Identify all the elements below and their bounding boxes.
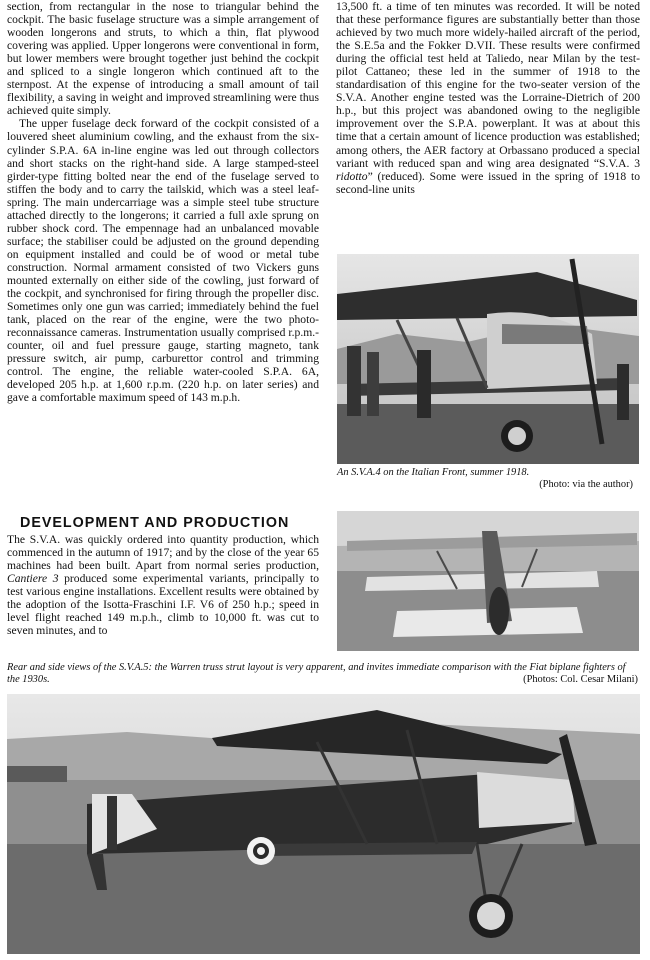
production-text-a: The S.V.A. was quickly ordered into quantity production, which commenced in the autumn of 1917; and by the close of the year 65 machines had been built. Apart from normal series production, [7, 533, 319, 573]
caption-photo-1 [337, 467, 637, 491]
left-column-bottom [7, 533, 319, 637]
photo-sva5-side [7, 694, 640, 954]
paragraph-cowling: The upper fuselage deck forward of the cockpit consisted of a louvered sheet aluminium cowling, and the exhaust from the six-cylinder S.P.A. 6A in-line engine was led out through collectors and short stacks on the right-hand side. A large stamped-steel girder-type fitting bolted near the end of the fuselage served to stiffen the body and to carry the tailskid, which was a steel leaf-spring. The main undercarriage was a simple steel tube structure attached directly to the longerons; it carried a full axle sprung on rubber shock cord. The empennage had an unbalanced movable surface; the stabiliser could be adjusted on the ground depending on equipment installed and could be of wood or metal tube construction. Normal armament consisted of two Vickers guns mounted externally on either side of the cowling, just forward of the cockpit, and synchronised for firing through the propeller disc. Sometimes only one gun was carried; immediately behind the fuel tank, placed on the rear of the engine, were the two photo-reconnaissance cameras. Instrumentation usually comprised r.p.m.-counter, oil and fuel pressure gauge, starting magneto, tank pressure switch, air pump, carburettor control and trimming control. The engine, the reliable water-cooled S.P.A. 6A, developed 205 h.p. at 1,600 r.p.m. (220 h.p. on later series) and gave a comfortable maximum speed of 143 m.p.h. [7, 117, 319, 405]
production-italic: Cantiere 3 [7, 572, 59, 586]
paragraph-production [7, 533, 319, 637]
performance-italic: ridotto [336, 169, 368, 183]
caption-text: Rear and side views of the S.V.A.5: the Warren truss strut layout is very apparent, and invites immediate comparison with the Fiat biplane fighters of the 1930s. [7, 662, 626, 685]
right-column-top [336, 0, 640, 196]
left-column-top [7, 0, 319, 404]
performance-text-b: ” (reduced). Some were issued in the spring of 1918 to second-line units [336, 169, 640, 196]
photo-credit: (Photos: Col. Cesar Milani) [523, 673, 638, 685]
photo-credit: (Photo: via the author) [539, 478, 633, 490]
paragraph-performance [336, 0, 640, 196]
photo-sva4-front [337, 254, 639, 464]
paragraph-fuselage: section, from rectangular in the nose to triangular behind the cockpit. The basic fuselage structure was a simple arrangement of wooden longerons and struts, to which a thin, flat plywood covering was applied. Upper longerons were conventional in form, but lower members were brought together just behind the cockpit and spliced to a single longeron which continued aft to the sternpost. At the expense of introducing a small amount of tail flexibility, a saving in weight and improved streamlining were thus achieved quite simply. [7, 0, 319, 118]
photo-sva5-rear [337, 511, 639, 651]
production-text-b: produced some experimental variants, principally to test various engine installations. Excellent results were obtained by the adoption of the Isotta-Fraschini I.F. V6 of 250 h.p.; speed in level flight reached 149 m.p.h., climb to 10,000 ft. was cut to seven minutes, and to [7, 572, 320, 638]
caption-photo-2-3 [7, 662, 640, 686]
section-heading: DEVELOPMENT AND PRODUCTION [20, 515, 290, 531]
performance-text-a: 13,500 ft. a time of ten minutes was recorded. It will be noted that these performance figures are substantially better than those achieved by two much more widely-hailed aircraft of the period, the S.E.5a and the Fokker D.VII. These results were confirmed during the official test held at Taliedo, near Milan by the test-pilot Cattaneo; these led in the summer of 1918 to the standardisation of this engine for the two-seater version of the S.V.A. Another engine tested was the Lorraine-Dietrich of 200 h.p., but this project was abandoned owing to the negligible improvement over the S.P.A. powerplant. It was at about this time that a certain amount of licence production was established; among others, the AER factory at Orbassano produced a special variant with reduced span and wing area designated “S.V.A. 3 [336, 0, 640, 170]
caption-text: An S.V.A.4 on the Italian Front, summer 1918. [337, 467, 530, 478]
